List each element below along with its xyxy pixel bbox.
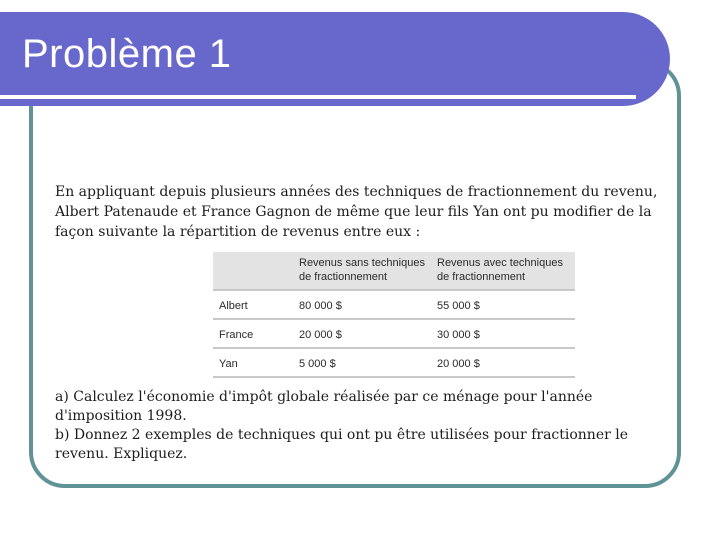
- table-header-row: [213, 252, 575, 290]
- banner-divider: [0, 95, 636, 99]
- row-name: France: [213, 319, 293, 348]
- row-name: Albert: [213, 290, 293, 319]
- row-avec: 30 000 $: [431, 319, 575, 348]
- table-row: [213, 319, 575, 348]
- row-sans: 5 000 $: [293, 348, 431, 377]
- row-avec: 20 000 $: [431, 348, 575, 377]
- table-row: [213, 348, 575, 377]
- row-sans: 20 000 $: [293, 319, 431, 348]
- slide-title: Problème 1: [22, 32, 232, 76]
- question-b: b) Donnez 2 exemples de techniques qui ont pu être utilisées pour fractionner le revenu. Expliquez.: [55, 427, 629, 462]
- problem-intro: En appliquant depuis plusieurs années des techniques de fractionnement du revenu, Albert Patenaude et France Gagnon de même que leur fils Yan ont pu modifier de la façon suivante la répartition de revenus entre eux :: [55, 184, 658, 240]
- row-sans: 80 000 $: [293, 290, 431, 319]
- header-sans: Revenus sans techniques de fractionnement: [293, 252, 431, 290]
- header-name: [213, 252, 293, 290]
- row-name: Yan: [213, 348, 293, 377]
- question-a: a) Calculez l'économie d'impôt globale réalisée par ce ménage pour l'année d'imposition 1998.: [55, 389, 593, 424]
- questions-list: [55, 388, 675, 464]
- table-row: [213, 290, 575, 319]
- row-avec: 55 000 $: [431, 290, 575, 319]
- problem-document: [55, 182, 675, 464]
- revenue-table: [213, 252, 575, 378]
- header-avec: Revenus avec techniques de fractionnement: [431, 252, 575, 290]
